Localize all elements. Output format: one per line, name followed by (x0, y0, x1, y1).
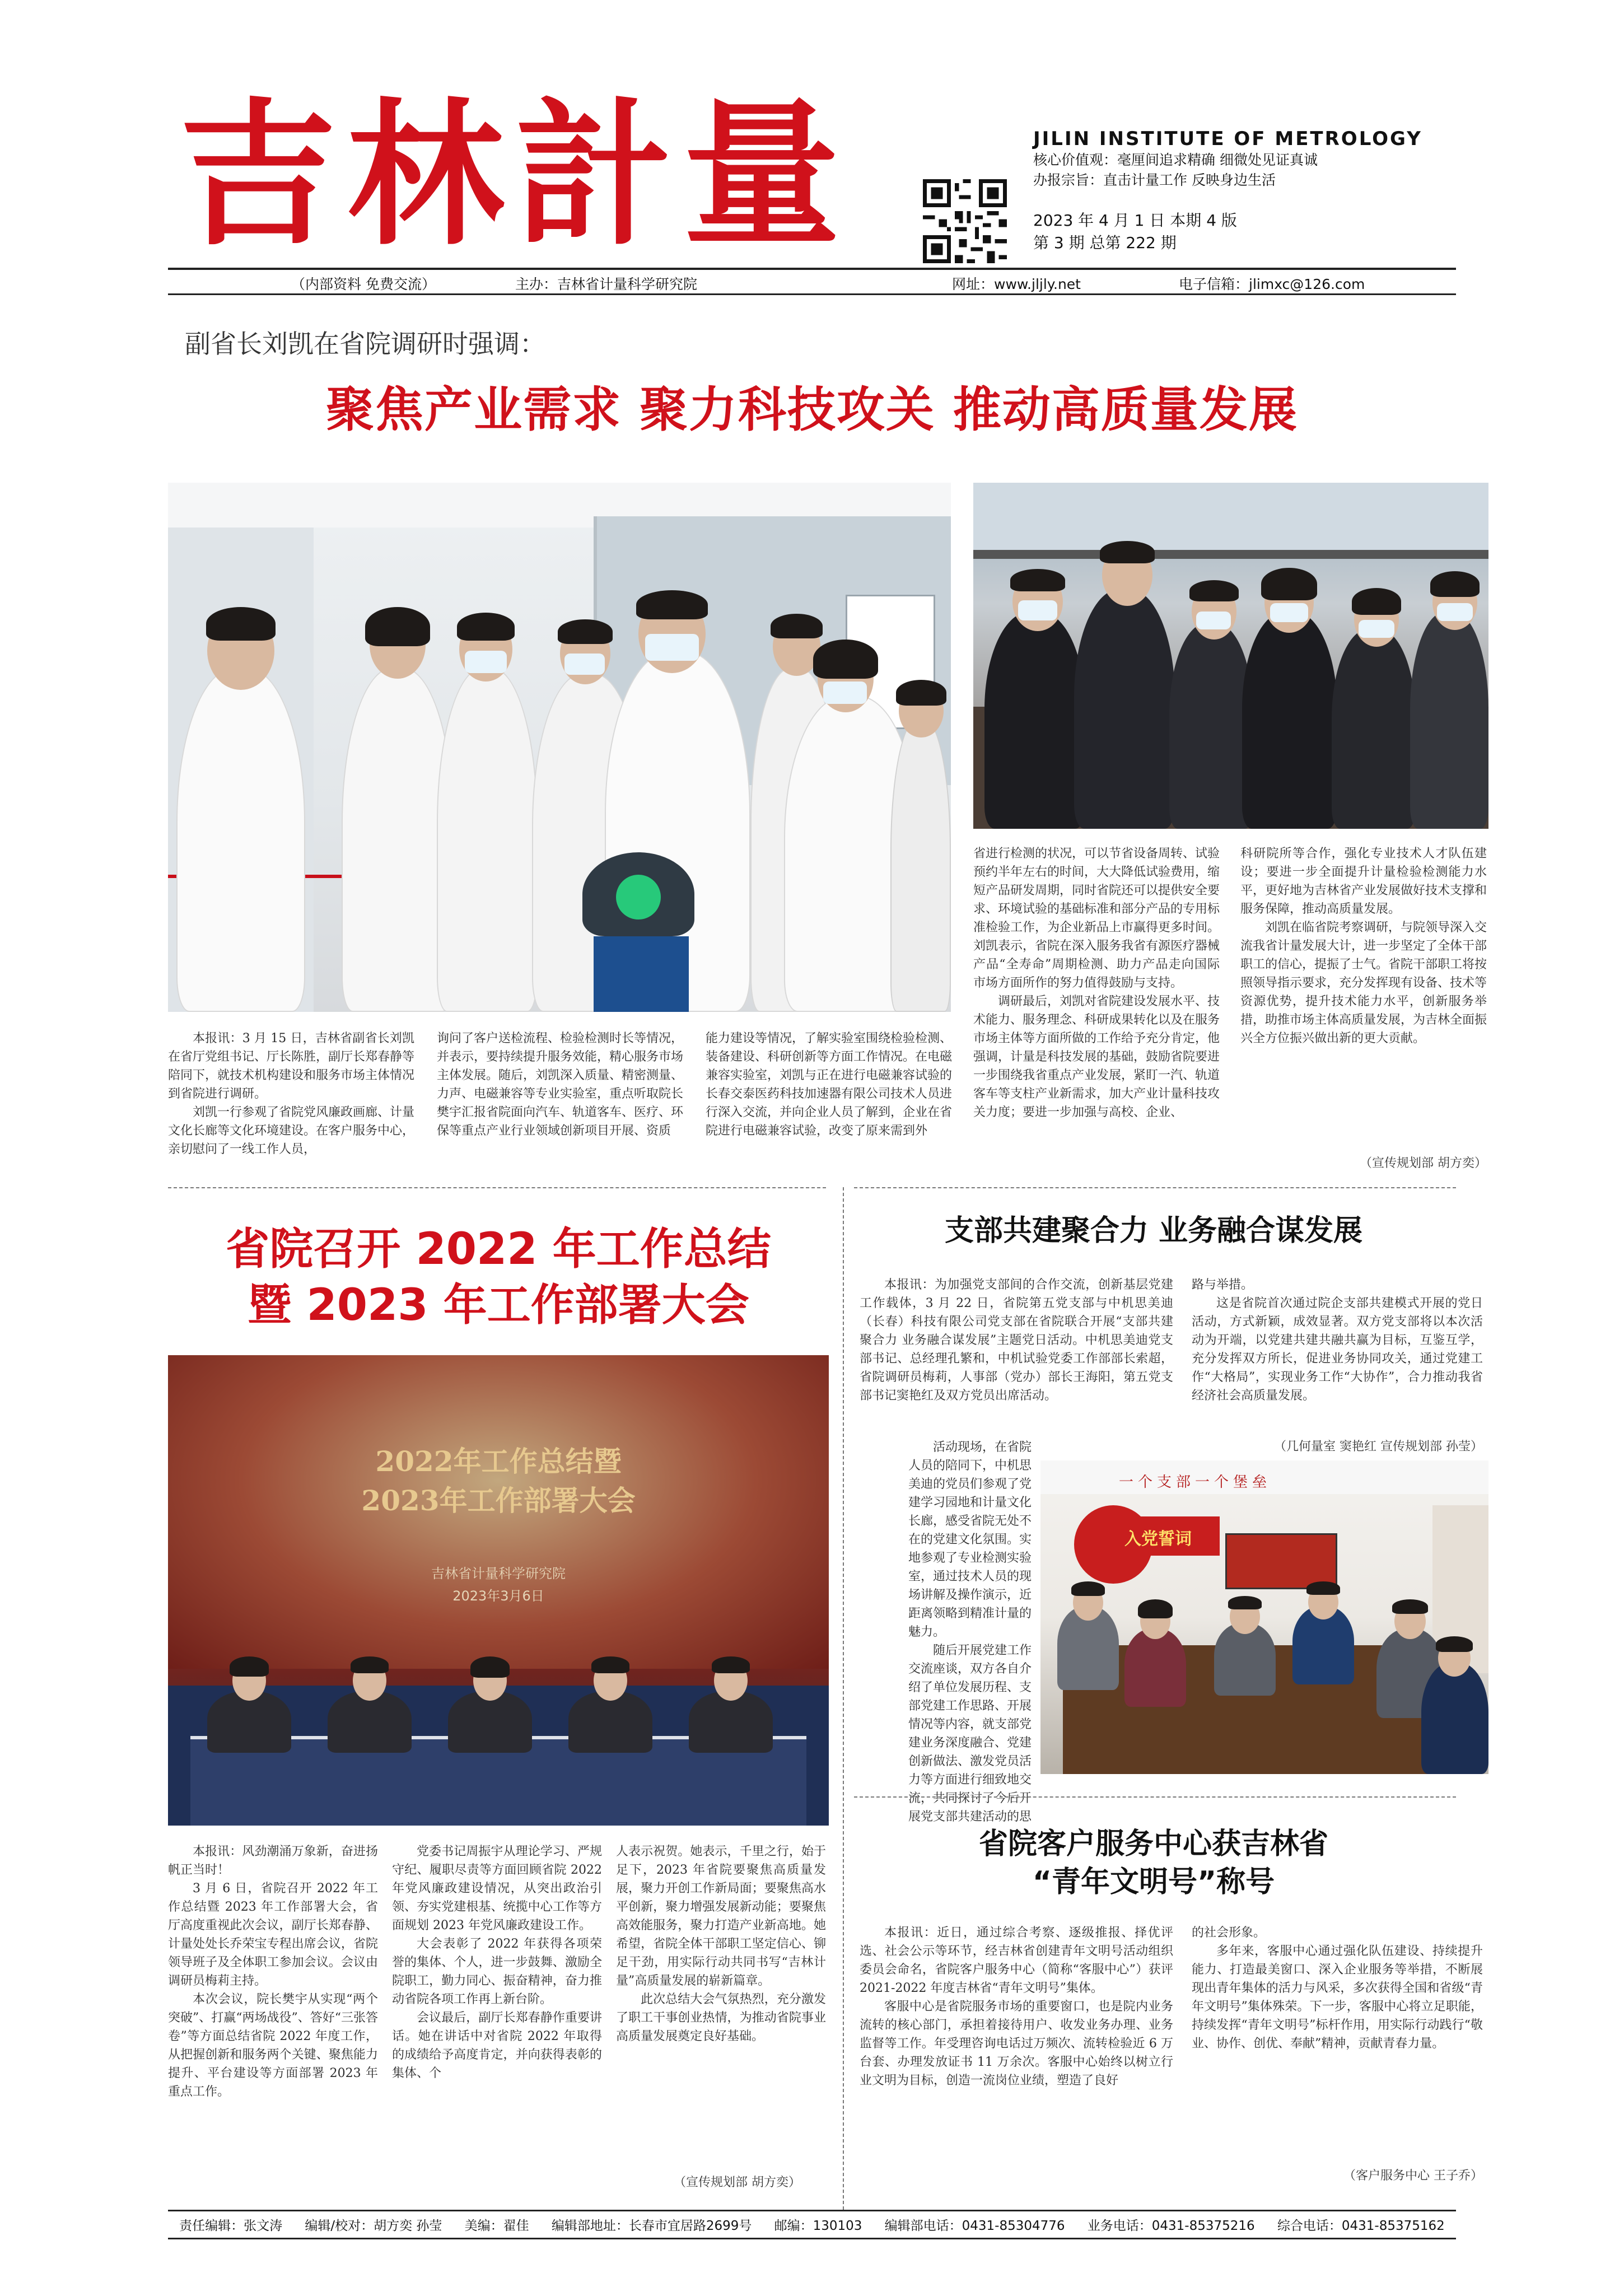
lead-col-4 (973, 844, 1220, 1180)
meeting-col-1-p3: 本次会议，院长樊宇从实现“两个突破”、打赢“两场战役”、答好“三张答卷”等方面总结省院 2022 年度工作，从把握创新和服务两个关键、聚焦能力提升、平台建设等方面部署 2023 年重点工作。 (168, 1992, 378, 2099)
footer-business-phone: 业务电话：0431-85375216 (1087, 2218, 1255, 2233)
lead-kicker: 副省长刘凯在省院调研时强调： (185, 329, 545, 359)
meeting-photo (168, 1355, 829, 1826)
purpose-text: 直击计量工作 反映身边生活 (1103, 172, 1276, 188)
party-col-2-p2: 这是省院首次通过院企支部共建模式开展的党日活动，方式新颖，成效显著。双方党支部将以本次活动为开端，以党建共建共融共赢为目标，互鉴互学，充分发挥双方所长，促进业务协同攻关，通过党建工作“大格局”，实现业务工作“大协作”，合力推动我省经济社会高质量发展。 (1192, 1296, 1483, 1403)
core-value-label: 核心价值观： (1033, 152, 1118, 168)
footer-editor: 责任编辑：张文涛 (179, 2218, 283, 2233)
meeting-headline-2: 暨 2023 年工作部署大会 (248, 1280, 749, 1331)
issue-number: 第 3 期 总第 222 期 (1033, 234, 1177, 252)
award-col-1-p1: 本报讯：近日，通过综合考察、逐级推报、择优评选、社会公示等环节，经吉林省创建青年文明号活动组织委员会命名，省院客户服务中心（简称“客服中心”）获评 2021-2022 年度吉林省“青年文明号”集体。 (860, 1926, 1173, 1995)
screen-org: 吉林省计量科学研究院 (431, 1566, 566, 1581)
meeting-col-1 (168, 1842, 378, 2178)
lead-credit: （宣传规划部 胡方奕） (1360, 1156, 1487, 1170)
lead-col-1-p2: 刘凯一行参观了省院党风廉政画廊、计量文化长廊等文化环境建设。在客户服务中心，亲切慰问了一线工作人员， (168, 1105, 414, 1156)
footer-general-phone: 综合电话：0431-85375162 (1277, 2218, 1445, 2233)
party-photo-pledge: 入党誓词 (1124, 1529, 1192, 1549)
logo-calligraphy (168, 84, 840, 263)
core-value-line (1033, 149, 1318, 169)
party-col-2 (1192, 1276, 1483, 1421)
email-link[interactable]: 电子信箱：jlimxc@126.com (1179, 276, 1365, 292)
footer-proof: 编辑/校对：胡方奕 孙莹 (305, 2218, 442, 2233)
core-value-text: 毫厘间追求精确 细微处见证真诚 (1117, 152, 1318, 168)
award-col-2 (1192, 1924, 1483, 2148)
purpose-label: 办报宗旨： (1033, 172, 1104, 188)
lead-col-4-p2: 调研最后，刘凯对省院建设发展水平、技术能力、服务理念、科研成果转化以及在服务市场主体等方面所做的工作给予充分肯定，他强调，计量是科技发展的基础，鼓励省院要进一步围绕我省重点产业发展，紧盯一汽、轨道客车等支柱产业新需求，加大产业计量科技攻关力度；要进一步加强与高校、企业、 (973, 995, 1220, 1119)
award-col-2-p2: 多年来，客服中心通过强化队伍建设、持续提升能力、打造最美窗口、深入企业服务等举措，不断展现出青年集体的活力与风采，多次获得全国和省级“青年文明号”集体殊荣。下一步，客服中心将立足职能，持续发挥“青年文明号”标杆作用，用实际行动践行“敬业、协作、创优、奉献”精神，贡献青春力量。 (1192, 1944, 1483, 2051)
award-col-1-p2: 客服中心是省院服务市场的重要窗口，也是院内业务流转的核心部门，承担着接待用户、收发业务办理、业务监督等工作。年受理咨询电话过万频次、流转检验近 6 万台套、办理发放证书 11 万余次。客服中心始终以树立行业文明为目标，创造一流岗位业绩，塑造了良好 (860, 2000, 1173, 2088)
lead-photo-lab (168, 483, 951, 1012)
meeting-col-2-p3: 会议最后，副厅长郑春静作重要讲话。她在讲话中对省院 2022 年取得的成绩给予高度肯定，并向获得表彰的集体、个 (392, 2011, 602, 2080)
footer-zip: 邮编：130103 (774, 2218, 862, 2233)
footer-rule-top (168, 2210, 1456, 2211)
lead-col-5-p2: 刘凯在临省院考察调研，与院领导深入交流我省计量发展大计，进一步坚定了全体干部职工的信心，提振了士气。省院干部职工将按照领导指示要求，充分发挥现有设备、技术等资源优势，提升技术能力水平，创新服务举措，助推市场主体高质量发展，为吉林全面振兴全方位振兴做出新的更大贡献。 (1240, 921, 1487, 1046)
lead-col-2 (437, 1029, 683, 1180)
lead-col-5-p1: 科研院所等合作，强化专业技术人才队伍建设；要进一步全面提升计量检验检测能力水平，更好地为吉林省产业发展做好技术支撑和服务保障，推动高质量发展。 (1240, 847, 1487, 916)
screen-title-1: 2022年工作总结暨 (375, 1445, 622, 1478)
lead-col-1 (168, 1029, 414, 1180)
qr-code (923, 179, 1007, 263)
lead-col-4-p1: 省进行检测的状况，可以节省设备周转、试验预约半年左右的时间，大大降低试验费用，缩短产品研发周期，同时省院还可以提供安全要求、环境试验的基础标准和部分产品的专用标准检验工作，为企业新品上市赢得更多时间。刘凯表示，省院在深入服务我省有源医疗器械产品“全寿命”周期检测、助力产品走向国际市场方面所作的努力值得鼓励与支持。 (973, 847, 1220, 990)
masthead-logo (168, 84, 840, 263)
screen-date: 2023年3月6日 (452, 1588, 544, 1604)
meeting-credit: （宣传规划部 胡方奕） (674, 2176, 801, 2190)
meeting-col-2-p2: 大会表彰了 2022 年获得各项荣誉的集体、个人，进一步鼓舞、激励全院职工，勤力同心、振奋精神，奋力推动省院各项工作再上新台阶。 (392, 1937, 602, 2006)
column-divider (843, 1187, 844, 2210)
party-col-1 (860, 1276, 1173, 1427)
award-credit: （客户服务中心 王子乔） (1343, 2169, 1483, 2183)
award-col-2-p1: 的社会形象。 (1192, 1926, 1266, 1940)
org-english-name: JILIN INSTITUTE OF METROLOGY (1033, 128, 1422, 150)
meeting-col-1-p2: 3 月 6 日，省院召开 2022 年工作总结暨 2023 年工作部署大会，省厅高度重视此次会议，副厅长郑春静、计量处处长乔荣宝专程出席会议，省院领导班子及全体职工参加会议。会议由调研员梅莉主持。 (168, 1882, 378, 1988)
masthead-rule-top (168, 268, 1456, 270)
section-divider-right-2 (854, 1796, 1456, 1798)
lead-col-1-p1: 本报讯：3 月 15 日，吉林省副省长刘凯在省厅党组书记、厅长陈胜，副厅长郑春静等陪同下，就技术机构建设和服务市场主体情况到省院进行调研。 (168, 1032, 414, 1101)
party-headline: 支部共建聚合力 业务融合谋发展 (944, 1214, 1363, 1248)
lead-col-5 (1240, 844, 1487, 1085)
meeting-col-2-p1: 党委书记周振宇从理论学习、严规守纪、履职尽责等方面回顾省院 2022 年党风廉政建设情况，从突出政治引领、夯实党建根基、统揽中心工作等方面规划 2023 年党风廉政建设工作。 (392, 1845, 602, 1933)
meeting-col-3-p2: 此次总结大会气氛热烈，充分激发了职工干事创业热情，为推动省院事业高质量发展奠定良好基础。 (616, 1992, 826, 2043)
footer-bar (168, 2213, 1456, 2235)
meeting-headline-1: 省院召开 2022 年工作总结 (226, 1224, 771, 1275)
sponsor: 主办：吉林省计量科学研究院 (515, 276, 698, 292)
lead-col-3 (706, 1029, 952, 1180)
award-headline-2: “青年文明号”称号 (1032, 1865, 1275, 1899)
party-photo-banner: 一个支部一个堡垒 (1119, 1474, 1272, 1491)
party-col-1-p1: 本报讯：为加强党支部间的合作交流，创新基层党建工作载体，3 月 22 日，省院第五党支部与中机思美迪（长春）科技有限公司党支部在省院联合开展“支部共建聚合力 业务融合谋发展”主题党日活动。中机思美迪党支部书记、总经理孔繁和，中机试验党委工作部部长索超，省院调研员梅莉，人事部（党办）部长王海阳，第五党支部书记窦艳红及双方党员出席活动。 (860, 1278, 1173, 1403)
party-col-1b (908, 1438, 1032, 1852)
lead-photo-tour (973, 483, 1488, 829)
party-credit: （几何量室 窦艳红 宣传规划部 孙莹） (1274, 1440, 1483, 1454)
meeting-col-2 (392, 1842, 602, 2178)
award-col-1 (860, 1924, 1173, 2192)
party-col-1b-p1: 活动现场，在省院人员的陪同下，中机思美迪的党员们参观了党建学习园地和计量文化长廊，感受省院无处不在的党建文化氛围。实地参观了专业检测实验室，通过技术人员的现场讲解及操作演示，近距离领略到精准计量的魅力。 (908, 1440, 1032, 1639)
party-col-1b-p2: 随后开展党建工作交流座谈，双方各自介绍了单位发展历程、支部党建工作思路、开展情况等内容，就支部党建业务深度融合、党建创新做法、激发党员活力等方面进行细致地交流，共同探讨了今后开展党支部共建活动的思 (908, 1644, 1032, 1824)
meeting-col-1-p1: 本报讯：风劲潮涌万象新，奋进扬帆正当时！ (168, 1845, 378, 1877)
qr-code-graphic (923, 179, 1007, 263)
meeting-col-3 (616, 1842, 826, 2139)
meeting-col-3-p1: 人表示祝贺。她表示，千里之行，始于足下，2023 年省院要聚焦高质量发展，聚力开创工作新局面；要聚焦高水平创新，聚力增强发展新动能；要聚焦高效能服务，聚力打造产业新高地。她希望，省院全体干部职工坚定信心、铆足干劲，用实际行动共同书写“吉林计量”高质量发展的崭新篇章。 (616, 1845, 826, 1988)
website-link[interactable]: 网址：www.jljly.net (952, 276, 1081, 292)
party-col-2-p1: 路与举措。 (1192, 1278, 1254, 1292)
lead-headline: 聚焦产业需求 聚力科技攻关 推动高质量发展 (326, 382, 1298, 438)
footer-rule-bottom (168, 2238, 1456, 2239)
internal-note: （内部资料 免费交流） (291, 276, 436, 292)
issue-date: 2023 年 4 月 1 日 本期 4 版 (1033, 211, 1237, 230)
section-divider-right (854, 1187, 1456, 1188)
purpose-line (1033, 169, 1276, 189)
footer-office-phone: 编辑部电话：0431-85304776 (884, 2218, 1065, 2233)
footer-address: 编辑部地址：长春市宜居路2699号 (551, 2218, 752, 2233)
section-divider-left (168, 1187, 826, 1188)
masthead-rule-bottom (168, 293, 1456, 295)
party-photo (1040, 1460, 1488, 1774)
logo-text: 吉林計量 (179, 84, 840, 263)
lead-col-2-p1: 询问了客户送检流程、检验检测时长等情况，并表示，要持续提升服务效能，精心服务市场主体发展。随后，刘凯深入质量、精密测量、力声、电磁兼容等专业实验室，重点听取院长樊宇汇报省院面向汽车、轨道客车、医疗、环保等重点产业行业领域创新项目开展、资质 (437, 1032, 683, 1138)
screen-title-2: 2023年工作部署大会 (361, 1484, 636, 1517)
award-headline-1: 省院客户服务中心获吉林省 (978, 1827, 1328, 1861)
footer-art: 美编：翟佳 (464, 2218, 529, 2233)
lead-col-3-p1: 能力建设等情况，了解实验室围绕检验检测、装备建设、科研创新等方面工作情况。在电磁兼容实验室，刘凯与正在进行电磁兼容试验的长春交泰医药科技加速器有限公司技术人员进行深入交流，并向企业人员了解到，企业在省院进行电磁兼容试验，改变了原来需到外 (706, 1032, 952, 1138)
